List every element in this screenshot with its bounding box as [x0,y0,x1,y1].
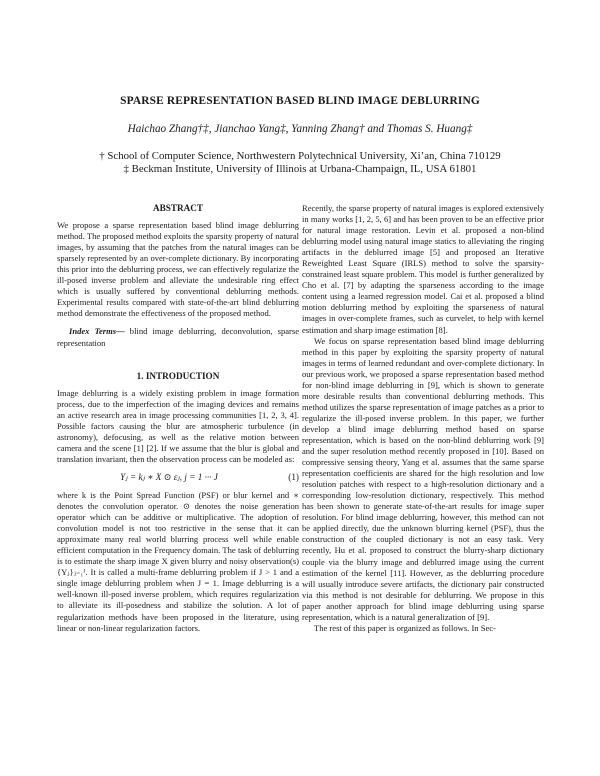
right-paragraph-2: We focus on sparse representation based blind image deblurring method in this paper by exploiting the sparsity property of natural images in terms of learned redundant and over-complete dictionary. In our previous work, we proposed a sparse representation based method for non-blind image deblurring in [9], which is shown to generate more desirable results than conventional deblurring methods. This method utilizes the sparse representation of image patches as a prior to regularize the ill-posed inverse problem. In this paper, we further develop a blind image deblurring method based on sparse representation, which is based on the non-blind deblurring work [9] and the super resolution method recently proposed in [10]. Based on compressive sensing theory, Yang et al. assumes that the same sparse representation coefficients are shared for the high resolution and low resolution patches with respect to a high-resolution dictionary and a corresponding low-resolution dictionary, respectively. This method has been shown to generate state-of-the-art results for image super resolution. For blind image deblurring, however, this method can not be applied directly, due the unknown blurring kernel (PSF), thus the construction of the coupled dictionary is not an easy task. Very recently, Hu et al. proposed to construct the blurry-sharp dictionary couple via the blurry image and deblurred image using the current estimation of the kernel [11]. However, as the deblurring procedure will usually introduce severe artifacts, the dictionary pair constructed via this method is not desirable for deblurring. We propose in this paper another approach for blind image deblurring using sparse representation, which is a natural generalization of [9]. [302,335,544,622]
right-column [302,203,544,634]
index-terms-text: blind image deblurring, deconvolution, sparse representation [57,326,299,348]
index-terms-label: Index Terms— [69,326,125,337]
paper-title: SPARSE REPRESENTATION BASED BLIND IMAGE DEBLURRING [120,95,480,107]
abstract-heading: ABSTRACT [152,203,204,213]
equation-1 [57,472,299,483]
left-column [57,203,299,634]
right-paragraph-3: The rest of this paper is organized as follows. In Sec- [314,622,496,633]
author-list: Haichao Zhang†‡, Jianchao Yang‡, Yanning Zhang† and Thomas S. Huang‡ [127,123,473,135]
introduction-heading: 1. INTRODUCTION [136,370,220,381]
affiliation-1: † School of Computer Science, Northwestern Polytechnical University, Xi’an, China 710129 [99,150,501,162]
affiliation-2: ‡ Beckman Institute, University of Illinois at Urbana-Champaign, IL, USA 61801 [123,163,477,175]
index-terms [57,326,299,348]
intro-paragraph-2: where k is the Point Spread Function (PSF) or blur kernel and ∗ denotes the convolution operator. ⊙ denotes the noise generation operator which can be additive or multiplicative. The adoption of convolution model is not too restrictive in the sense that it can approximate many real world blurring process well while enable efficient computation in the Frequency domain. The task of deblurring is to estimate the sharp image X given blurry and noisy observation(s) {Yⱼ}ⱼ₌₁ᴶ. It is called a multi-frame deblurring problem if J > 1 and a single image deblurring problem when J = 1. Image deblurring is a well-known ill-posed inverse problem, which requires regularization to alleviate its ill-posedness and stabilize the solution. A lot of regularization methods have been proposed in the literature, using linear or non-linear regularization factors. [57,489,299,633]
right-paragraph-1: Recently, the sparse property of natural images is explored extensively in many works [1, 2, 5, 6] and has been proven to be an effective prior for natural image restoration. Levin et al. proposed a non-blind deblurring model using natural image statics to alleviating the ringing artifacts in the deblurred image [5] and proposed an Iterative Reweighted Least Square (IRLS) method to solve the sparsity-constrained least square problem. This model is further generalized by Cho et al. [7] by adapting the sparseness according to the image content using a learned regression model. Cai et al. proposed a blind motion deblurring method by exploiting the sparseness of natural images in over-complete frames, such as curvelet, to help with kernel estimation and sharp image estimation [8]. [302,203,544,335]
equation-number: (1) [288,471,299,482]
intro-paragraph-1: Image deblurring is a widely existing problem in image formation process, due to the imperfection of the imaging devices and remains an active research area in image processing communities [1, 2, 3, 4]. Possible factors causing the blur are atmospheric turbulence (in astronomy), defocusing, as well as the relative motion between camera and the scene [1] [2]. If we assume that the blur is global and translation invariant, then the observation process can be modeled as: [57,387,299,464]
equation-expression: Yⱼ = kⱼ ∗ X ⊙ εⱼ, j = 1 ··· J [120,471,218,482]
abstract-text: We propose a sparse representation based blind image deblurring method. The proposed method exploits the sparsity property of natural images, by assuming that the patches from the natural images can be sparsely represented by an over-complete dictionary. By incorporating this prior into the deblurring process, we can effectively regularize the ill-posed inverse problem and alleviate the undesirable ring effect which is usually suffered by conventional deblurring methods. Experimental results compared with state-of-the-art blind deblurring method demonstrate the effectiveness of the proposed method. [57,220,299,319]
